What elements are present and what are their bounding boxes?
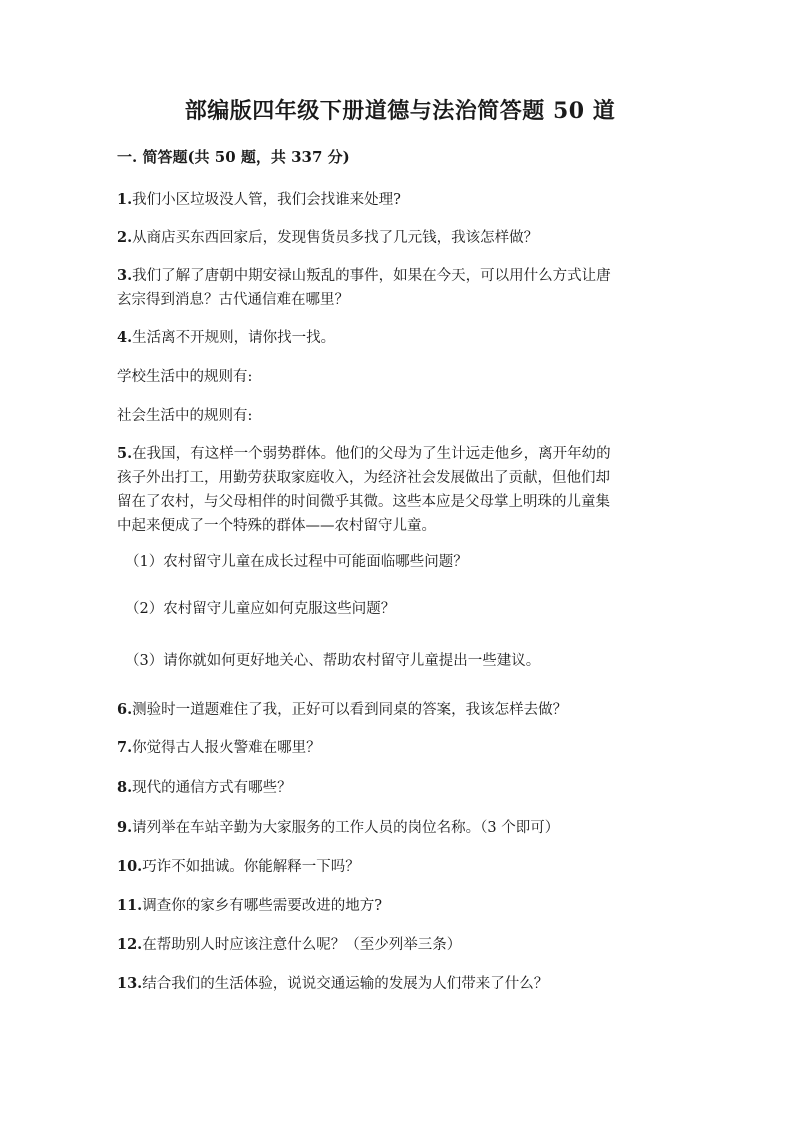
question-text: 你觉得古人报火警难在哪里？ <box>132 740 321 756</box>
question-12 <box>117 933 687 957</box>
question-text: 在帮助别人时应该注意什么呢？（至少列举三条） <box>142 937 462 953</box>
question-text: 中起来便成了一个特殊的群体——农村留守儿童。 <box>117 518 436 534</box>
question-number: 5. <box>117 445 133 462</box>
subquestion-2: （2）农村留守儿童应如何克服这些问题？ <box>125 601 396 617</box>
question-13 <box>117 972 687 996</box>
question-number: 9. <box>117 819 133 836</box>
question-number: 6. <box>117 701 133 718</box>
question-number: 2. <box>117 229 133 246</box>
question-7 <box>117 736 687 760</box>
question-text: 孩子外出打工，用勤劳获取家庭收入，为经济社会发展做出了贡献，但他们却 <box>117 470 610 486</box>
question-number: 11. <box>117 897 143 914</box>
question-text: 巧诈不如拙诚。你能解释一下吗？ <box>142 859 360 875</box>
question-text: 调查你的家乡有哪些需要改进的地方? <box>142 898 383 914</box>
question-text: 测验时一道题难住了我，正好可以看到同桌的答案，我该怎样去做？ <box>132 702 568 718</box>
question-3 <box>117 264 687 312</box>
question-text: 生活离不开规则，请你找一找。 <box>132 330 336 346</box>
question-6 <box>117 698 687 722</box>
question-number: 13. <box>117 975 143 992</box>
section-heading: 一. 简答题(共 50 题，共 337 分) <box>117 148 350 166</box>
question-text: 从商店买东西回家后，发现售货员多找了几元钱，我该怎样做？ <box>132 230 539 246</box>
question-text: 留在了农村，与父母相伴的时间微乎其微。这些本应是父母掌上明珠的儿童集 <box>117 494 610 510</box>
question-text: 我们小区垃圾没人管，我们会找谁来处理? <box>132 192 401 208</box>
question-text: 我们了解了唐朝中期安禄山叛乱的事件，如果在今天，可以用什么方式让唐 <box>132 268 611 284</box>
question-text: 在我国，有这样一个弱势群体。他们的父母为了生计远走他乡，离开年幼的 <box>132 446 611 462</box>
subquestion-3: （3）请你就如何更好地关心、帮助农村留守儿童提出一些建议。 <box>125 653 541 669</box>
question-number: 4. <box>117 329 133 346</box>
question-number: 12. <box>117 936 143 953</box>
question-8 <box>117 776 687 800</box>
question-10 <box>117 855 687 879</box>
question-number: 7. <box>117 739 133 756</box>
subquestion-1: （1）农村留守儿童在成长过程中可能面临哪些问题？ <box>125 554 468 570</box>
question-11 <box>117 894 687 918</box>
question-1 <box>117 188 687 212</box>
question-4 <box>117 326 687 350</box>
question-number: 10. <box>117 858 143 875</box>
school-rules-label: 学校生活中的规则有: <box>117 369 253 385</box>
question-number: 8. <box>117 779 133 796</box>
question-text: 请列举在车站辛勤为大家服务的工作人员的岗位名称。（3 个即可） <box>132 820 560 836</box>
document-title: 部编版四年级下册道德与法治简答题 50 道 <box>184 98 616 124</box>
question-2 <box>117 226 687 250</box>
society-rules-label: 社会生活中的规则有: <box>117 408 253 424</box>
question-text: 结合我们的生活体验，说说交通运输的发展为人们带来了什么？ <box>142 976 549 992</box>
question-9 <box>117 816 687 840</box>
question-number: 1. <box>117 191 133 208</box>
question-text: 玄宗得到消息？古代通信难在哪里？ <box>117 292 349 308</box>
question-text: 现代的通信方式有哪些？ <box>132 780 292 796</box>
question-number: 3. <box>117 267 133 284</box>
question-5 <box>117 442 687 538</box>
